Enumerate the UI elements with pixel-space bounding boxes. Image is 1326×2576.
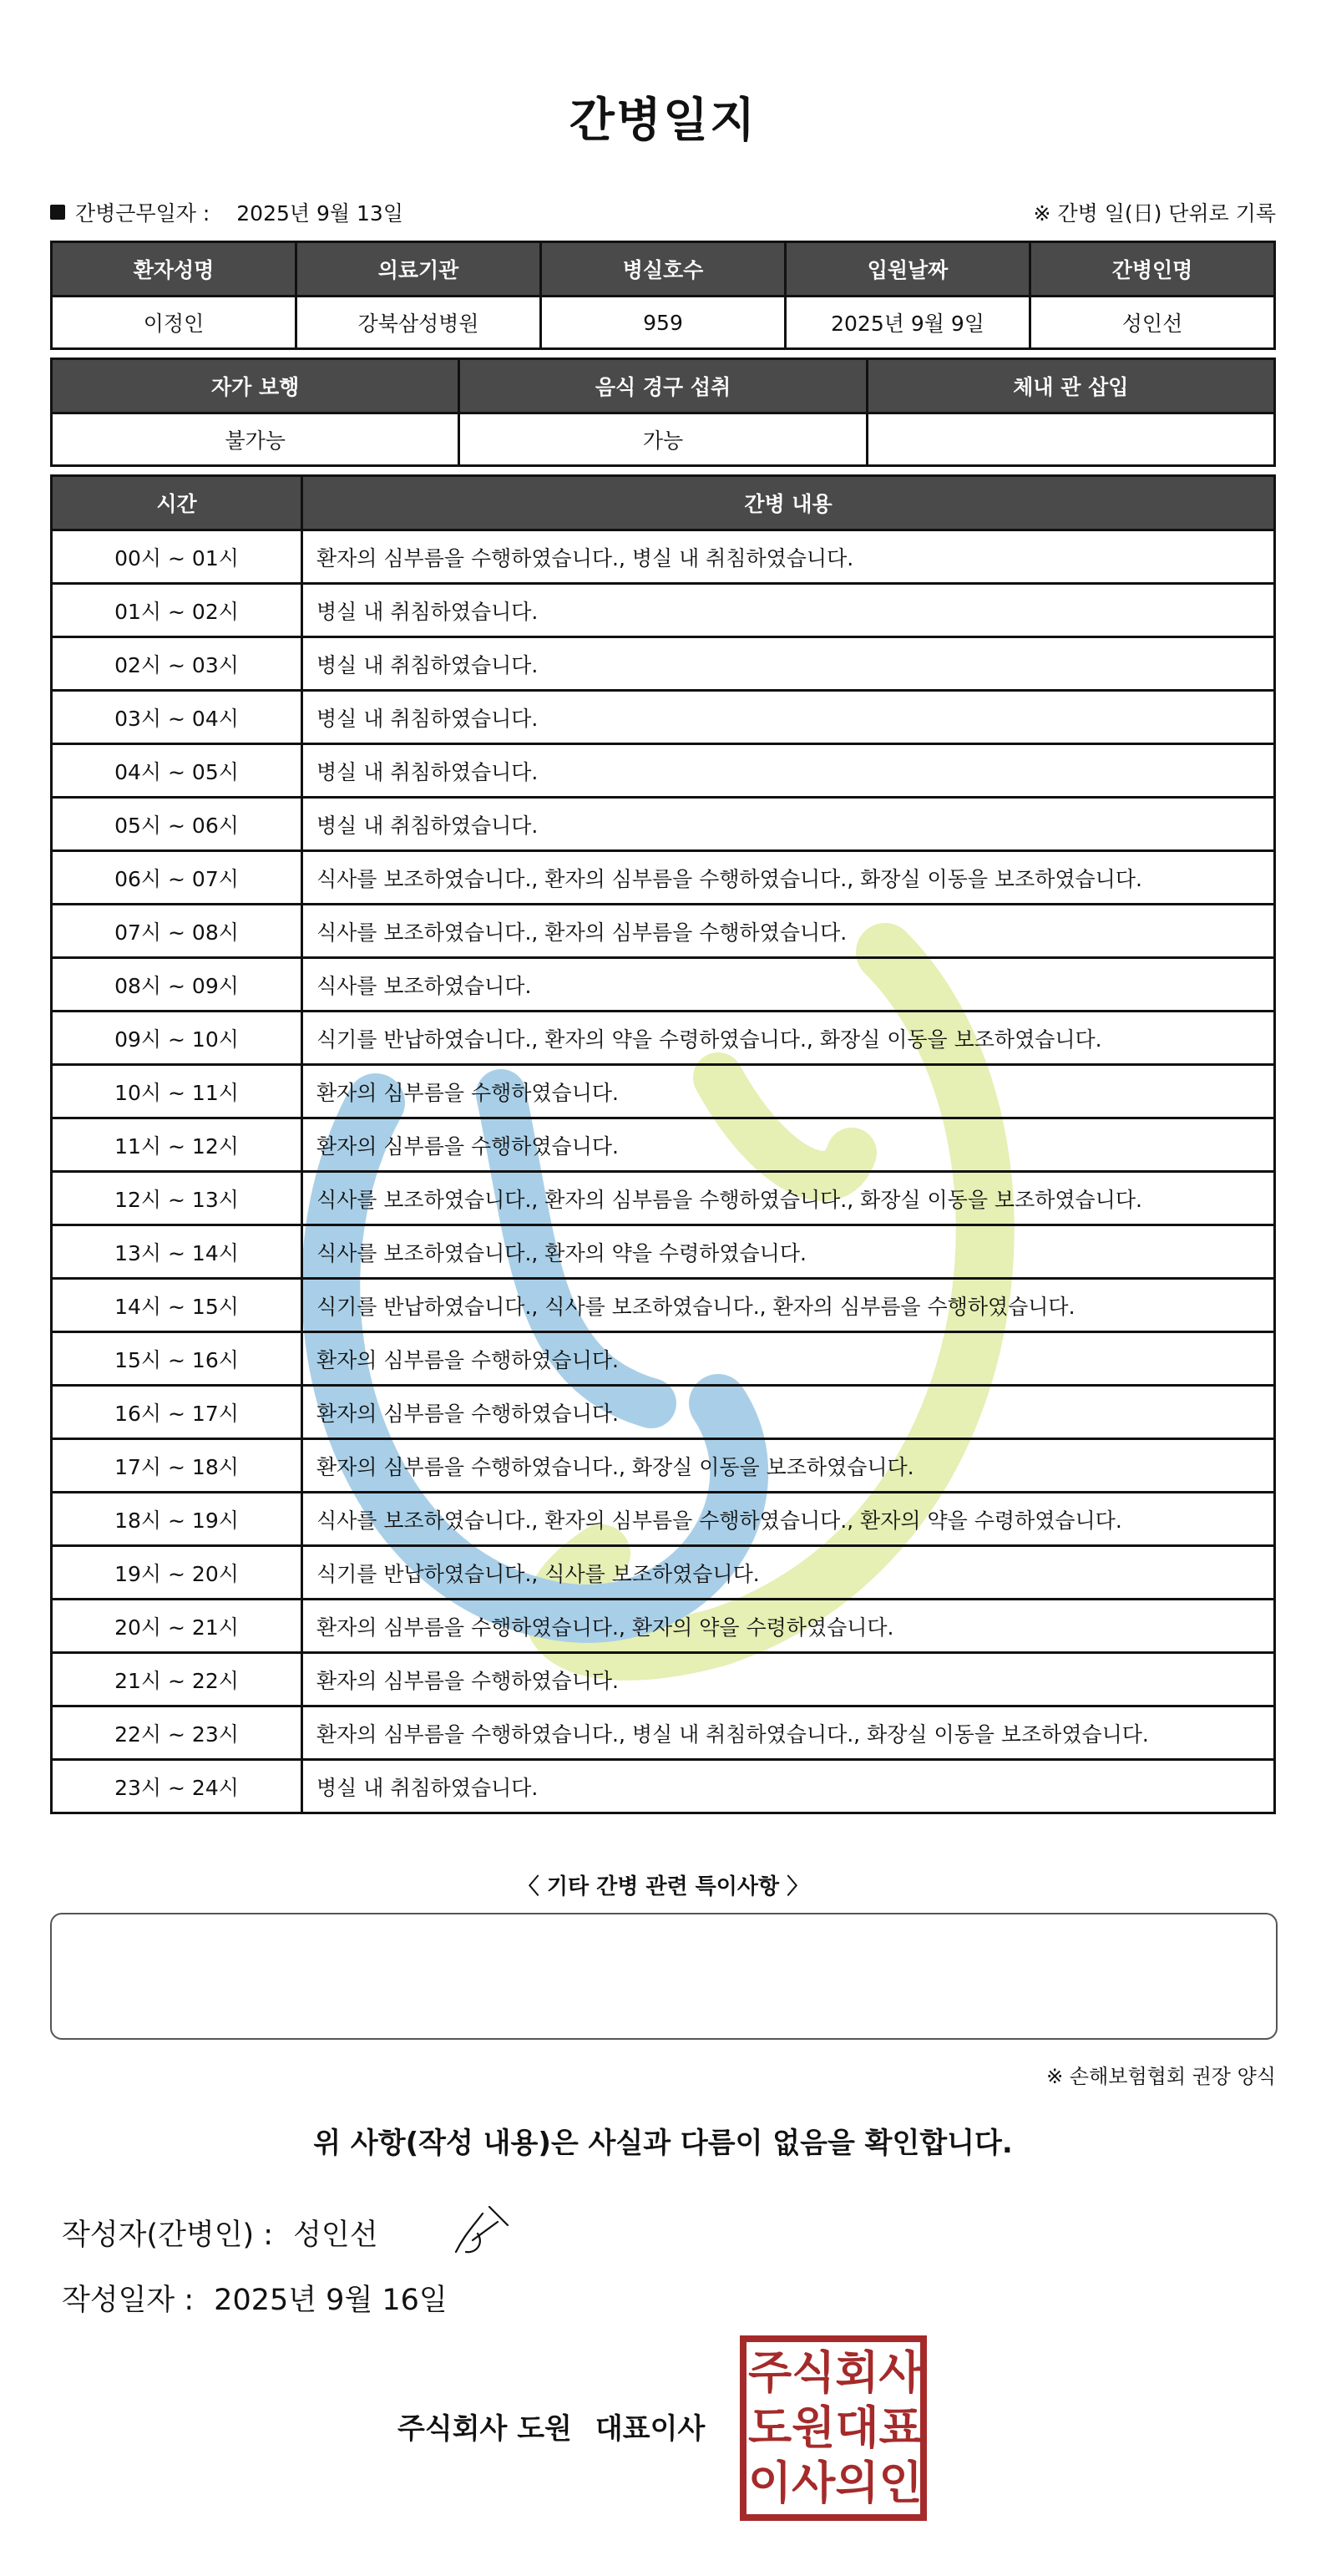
work-date — [50, 197, 403, 227]
care-content-cell: 식기를 반납하였습니다., 환자의 약을 수령하였습니다., 화장실 이동을 보조하였습니다. — [302, 1012, 1275, 1065]
time-cell: 09시 ~ 10시 — [52, 1012, 302, 1065]
care-content-cell: 식사를 보조하였습니다., 환자의 심부름을 수행하였습니다., 화장실 이동을 보조하였습니다. — [302, 851, 1275, 905]
table-row — [52, 1439, 1275, 1493]
unit-note: ※ 간병 일(日) 단위로 기록 — [1033, 201, 1276, 226]
company-line — [397, 2406, 705, 2447]
table-row — [52, 851, 1275, 905]
care-content-cell: 식사를 보조하였습니다., 환자의 심부름을 수행하였습니다. — [302, 905, 1275, 958]
care-content-cell: 환자의 심부름을 수행하였습니다. — [302, 1065, 1275, 1118]
table-row — [52, 530, 1275, 584]
table-row — [52, 1706, 1275, 1760]
time-cell: 07시 ~ 08시 — [52, 905, 302, 958]
time-cell: 04시 ~ 05시 — [52, 744, 302, 798]
oral-intake-value: 가능 — [459, 413, 867, 466]
table-row — [52, 905, 1275, 958]
care-content-cell: 식사를 보조하였습니다. — [302, 958, 1275, 1012]
time-cell: 20시 ~ 21시 — [52, 1600, 302, 1653]
seal-character: 이 — [748, 2457, 792, 2509]
care-content-cell: 환자의 심부름을 수행하였습니다. — [302, 1653, 1275, 1706]
hospital: 강북삼성병원 — [296, 297, 541, 349]
meta-row — [50, 197, 1276, 227]
status-header-row — [52, 359, 1275, 413]
table-row — [52, 1225, 1275, 1279]
care-content-cell: 병실 내 취침하였습니다. — [302, 1760, 1275, 1813]
time-cell: 13시 ~ 14시 — [52, 1225, 302, 1279]
table-row — [52, 798, 1275, 851]
seal-character: 인 — [878, 2457, 923, 2509]
time-cell: 01시 ~ 02시 — [52, 584, 302, 637]
header-patient-name: 환자성명 — [52, 242, 296, 297]
table-row — [52, 1172, 1275, 1225]
time-cell: 17시 ~ 18시 — [52, 1439, 302, 1493]
log-header-row — [52, 476, 1275, 530]
time-cell: 11시 ~ 12시 — [52, 1118, 302, 1172]
admission-date: 2025년 9월 9일 — [786, 297, 1030, 349]
info-value-row — [52, 297, 1275, 349]
care-content-cell: 식사를 보조하였습니다., 환자의 심부름을 수행하였습니다., 화장실 이동을 보조하였습니다. — [302, 1172, 1275, 1225]
time-cell: 14시 ~ 15시 — [52, 1279, 302, 1332]
time-cell: 15시 ~ 16시 — [52, 1332, 302, 1386]
header-room: 병실호수 — [541, 242, 786, 297]
table-row — [52, 691, 1275, 744]
writer-name: 성인선 — [293, 2219, 378, 2252]
table-row — [52, 1386, 1275, 1439]
table-row — [52, 1600, 1275, 1653]
header-admission-date: 입원날짜 — [786, 242, 1030, 297]
confirmation-statement: 위 사항(작성 내용)은 사실과 다름이 없음을 확인합니다. — [313, 2127, 1013, 2160]
log-body — [52, 530, 1275, 1813]
header-hospital: 의료기관 — [296, 242, 541, 297]
writer-row — [62, 2212, 378, 2254]
time-cell: 02시 ~ 03시 — [52, 637, 302, 691]
care-content-cell: 환자의 심부름을 수행하였습니다. — [302, 1386, 1275, 1439]
written-date-row — [62, 2277, 448, 2319]
table-row — [52, 1118, 1275, 1172]
time-cell: 22시 ~ 23시 — [52, 1706, 302, 1760]
header-oral-intake: 음식 경구 섭취 — [459, 359, 867, 413]
time-cell: 21시 ~ 22시 — [52, 1653, 302, 1706]
care-content-cell: 병실 내 취침하였습니다. — [302, 798, 1275, 851]
seal-character: 사 — [878, 2346, 923, 2399]
patient-status-table — [50, 357, 1276, 467]
care-log-table — [50, 474, 1276, 1814]
tube-value — [867, 413, 1274, 466]
remarks-heading: 〈 기타 간병 관련 특이사항 〉 — [517, 1874, 809, 1899]
seal-character: 의 — [835, 2457, 879, 2509]
recommendation-note: ※ 손해보험협회 권장 양식 — [1046, 2065, 1276, 2088]
work-date-label: 간병근무일자 : — [75, 201, 210, 226]
time-cell: 10시 ~ 11시 — [52, 1065, 302, 1118]
seal-character: 식 — [792, 2346, 836, 2399]
header-tube: 체내 관 삽입 — [867, 359, 1274, 413]
caregiver-name: 성인선 — [1030, 297, 1275, 349]
header-care-content: 간병 내용 — [302, 476, 1275, 530]
room-number: 959 — [541, 297, 786, 349]
time-cell: 16시 ~ 17시 — [52, 1386, 302, 1439]
table-row — [52, 637, 1275, 691]
care-content-cell: 식기를 반납하였습니다., 식사를 보조하였습니다., 환자의 심부름을 수행하였습니다. — [302, 1279, 1275, 1332]
writer-label: 작성자(간병인) : — [62, 2219, 274, 2252]
care-content-cell: 병실 내 취침하였습니다. — [302, 691, 1275, 744]
time-cell: 23시 ~ 24시 — [52, 1760, 302, 1813]
care-content-cell: 식기를 반납하였습니다., 식사를 보조하였습니다. — [302, 1546, 1275, 1600]
signature-icon — [448, 2202, 514, 2260]
care-content-cell: 병실 내 취침하였습니다. — [302, 637, 1275, 691]
square-bullet-icon — [50, 205, 65, 220]
table-row — [52, 1279, 1275, 1332]
seal-character: 사 — [792, 2457, 836, 2509]
care-content-cell: 환자의 심부름을 수행하였습니다. — [302, 1332, 1275, 1386]
time-cell: 18시 ~ 19시 — [52, 1493, 302, 1546]
care-content-cell: 식사를 보조하였습니다., 환자의 약을 수령하였습니다. — [302, 1225, 1275, 1279]
company-title: 대표이사 — [595, 2412, 706, 2446]
remarks-box — [50, 1913, 1278, 2040]
table-row — [52, 1760, 1275, 1813]
status-value-row — [52, 413, 1275, 466]
time-cell: 05시 ~ 06시 — [52, 798, 302, 851]
time-cell: 06시 ~ 07시 — [52, 851, 302, 905]
walking-value: 불가능 — [52, 413, 459, 466]
seal-character: 표 — [878, 2401, 923, 2454]
patient-info-table — [50, 241, 1276, 350]
seal-character: 도 — [748, 2401, 792, 2454]
header-walking: 자가 보행 — [52, 359, 459, 413]
seal-character: 원 — [792, 2401, 836, 2454]
seal-character: 대 — [835, 2401, 879, 2454]
care-content-cell: 병실 내 취침하였습니다. — [302, 744, 1275, 798]
care-content-cell: 환자의 심부름을 수행하였습니다., 병실 내 취침하였습니다., 화장실 이동을 보조하였습니다. — [302, 1706, 1275, 1760]
company-name: 주식회사 도원 — [397, 2412, 572, 2446]
table-row — [52, 1493, 1275, 1546]
header-caregiver: 간병인명 — [1030, 242, 1275, 297]
header-time: 시간 — [52, 476, 302, 530]
work-date-value: 2025년 9월 13일 — [236, 201, 403, 226]
time-cell: 19시 ~ 20시 — [52, 1546, 302, 1600]
time-cell: 12시 ~ 13시 — [52, 1172, 302, 1225]
written-date: 2025년 9월 16일 — [214, 2284, 448, 2317]
time-cell: 03시 ~ 04시 — [52, 691, 302, 744]
table-row — [52, 1012, 1275, 1065]
table-row — [52, 1065, 1275, 1118]
seal-character: 주 — [748, 2346, 792, 2399]
company-seal — [740, 2335, 927, 2521]
seal-character: 회 — [835, 2346, 879, 2399]
time-cell: 08시 ~ 09시 — [52, 958, 302, 1012]
care-content-cell: 환자의 심부름을 수행하였습니다., 병실 내 취침하였습니다. — [302, 530, 1275, 584]
table-row — [52, 958, 1275, 1012]
table-row — [52, 1332, 1275, 1386]
time-cell: 00시 ~ 01시 — [52, 530, 302, 584]
care-content-cell: 식사를 보조하였습니다., 환자의 심부름을 수행하였습니다., 환자의 약을 수령하였습니다. — [302, 1493, 1275, 1546]
page-title: 간병일지 — [569, 94, 757, 148]
written-date-label: 작성일자 : — [62, 2284, 195, 2317]
table-row — [52, 584, 1275, 637]
care-content-cell: 병실 내 취침하였습니다. — [302, 584, 1275, 637]
table-row — [52, 744, 1275, 798]
care-content-cell: 환자의 심부름을 수행하였습니다. — [302, 1118, 1275, 1172]
table-row — [52, 1546, 1275, 1600]
table-row — [52, 1653, 1275, 1706]
care-content-cell: 환자의 심부름을 수행하였습니다., 화장실 이동을 보조하였습니다. — [302, 1439, 1275, 1493]
info-header-row — [52, 242, 1275, 297]
patient-name: 이정인 — [52, 297, 296, 349]
care-content-cell: 환자의 심부름을 수행하였습니다., 환자의 약을 수령하였습니다. — [302, 1600, 1275, 1653]
